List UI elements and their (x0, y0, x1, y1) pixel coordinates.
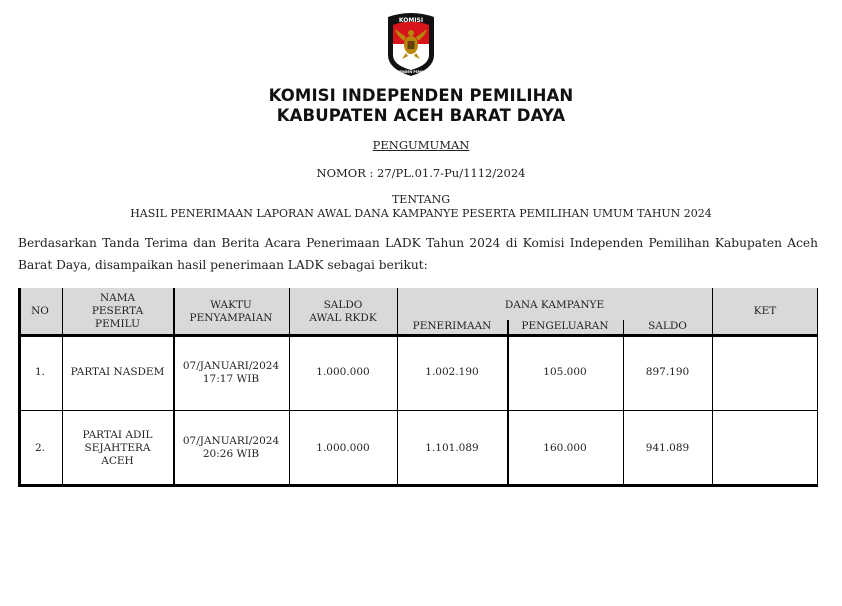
row-1-saldo: 897.190 (645, 366, 690, 378)
header-penerimaan: PENERIMAAN (397, 318, 507, 335)
header-no: NO (18, 288, 62, 335)
header-nama-peserta: NAMA PESERTA PEMILU (62, 288, 173, 335)
ladk-results-table (18, 288, 818, 486)
row-1-no: 1. (34, 366, 46, 378)
row-1-nama: PARTAI NASDEM (70, 366, 165, 378)
svg-text:KOMISI: KOMISI (398, 17, 424, 24)
document-number: NOMOR : 27/PL.01.7-Pu/1112/2024 (316, 166, 526, 180)
row-2-saldo: 941.089 (645, 441, 690, 454)
table-border-right (817, 288, 818, 486)
column-divider (62, 288, 63, 486)
row-2-pengeluaran: 160.000 (543, 441, 587, 454)
about-subject: HASIL PENERIMAAN LAPORAN AWAL DANA KAMPANYE PESERTA PEMILIHAN UMUM TAHUN 2024 (130, 207, 712, 220)
column-divider (397, 288, 398, 486)
svg-text:INDEPENDEN PEMILIHAN: INDEPENDEN PEMILIHAN (388, 70, 434, 74)
table-border-left (18, 288, 21, 486)
header-waktu-penyampaian: WAKTU PENYAMPAIAN (173, 288, 289, 335)
row-divider (18, 410, 818, 411)
row-2-nama: PARTAI ADIL SEJAHTERA ACEH (82, 428, 153, 467)
column-divider (623, 320, 624, 486)
kip-logo-emblem-icon (384, 11, 438, 77)
column-divider (712, 288, 713, 486)
institution-title-line-2: KABUPATEN ACEH BARAT DAYA (276, 106, 566, 125)
about-label: TENTANG (391, 193, 451, 206)
row-1-penerimaan: 1.002.190 (425, 366, 479, 378)
header-saldo: SALDO (623, 318, 712, 335)
institution-title-line-1: KOMISI INDEPENDEN PEMILIHAN (268, 86, 574, 105)
column-divider (173, 288, 175, 486)
row-2-ket (712, 410, 818, 486)
row-2-no: 2. (34, 441, 46, 454)
row-2-waktu: 07/JANUARI/2024 20:26 WIB (182, 435, 280, 460)
column-divider (289, 288, 290, 486)
intro-paragraph: Berdasarkan Tanda Terima dan Berita Acara Penerimaan LADK Tahun 2024 di Komisi Independen Pemilihan Kabupaten Aceh Barat Daya, disampaikan hasil penerimaan LADK sebagai berikut: (18, 236, 818, 272)
header-saldo-awal: SALDO AWAL RKDK (289, 288, 397, 335)
row-1-pengeluaran: 105.000 (543, 366, 587, 378)
row-2-saldo-awal: 1.000.000 (316, 441, 370, 454)
table-border-bottom (18, 484, 818, 487)
header-dana-kampanye: DANA KAMPANYE (397, 288, 712, 318)
header-ket: KET (712, 288, 818, 335)
row-1-waktu: 07/JANUARI/2024 17:17 WIB (182, 359, 280, 385)
row-1-saldo-awal: 1.000.000 (316, 366, 370, 378)
row-2-penerimaan: 1.101.089 (425, 441, 479, 454)
header-pengeluaran: PENGELUARAN (507, 318, 623, 335)
announcement-heading: PENGUMUMAN (372, 138, 470, 152)
row-1-ket (712, 335, 818, 410)
header-bottom-border (18, 334, 818, 337)
column-divider (507, 320, 509, 486)
